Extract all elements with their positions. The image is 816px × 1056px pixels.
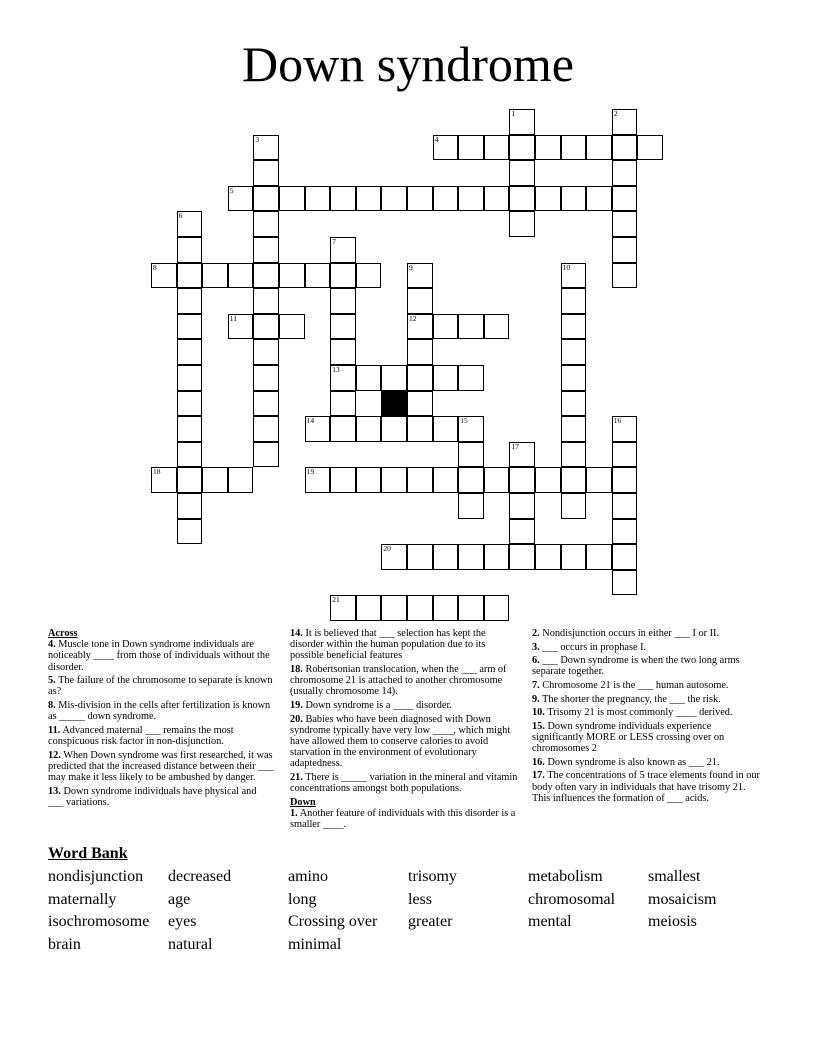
grid-cell[interactable] (253, 339, 279, 365)
grid-cell[interactable] (177, 416, 203, 442)
grid-cell[interactable] (433, 595, 459, 621)
clue-text: Babies who have been diagnosed with Down syndrome typically have very low ____, which might have allowed them to conserve calories to avoid starvation in the environment of evolutionary adaptedness. (290, 713, 511, 770)
grid-cell[interactable] (561, 135, 587, 161)
grid-cell[interactable] (305, 467, 331, 493)
clue-number: 1. (290, 808, 298, 819)
word-bank-item: natural (168, 935, 213, 953)
clue-text: ___ Down syndrome is when the two long arms separate together. (532, 655, 740, 678)
word-bank (48, 868, 768, 958)
grid-cell[interactable] (561, 263, 587, 289)
grid-cell[interactable] (330, 339, 356, 365)
grid-cell[interactable] (561, 288, 587, 314)
clue-text: Robertsonian translocation, when the ___ arm of chromosome 21 is attached to another chromosome (usually chromosome 14). (290, 664, 507, 698)
grid-cell[interactable] (612, 544, 638, 570)
grid-cell[interactable] (433, 314, 459, 340)
clue (532, 655, 762, 677)
word-bank-item: maternally (48, 890, 117, 908)
clue-text: Down syndrome individuals have physical and ___ variations. (48, 785, 257, 808)
grid-cell[interactable] (356, 595, 382, 621)
grid-block-cell (381, 391, 407, 417)
grid-cell[interactable] (509, 135, 535, 161)
clue-number: 20 (383, 544, 391, 554)
word-bank-item: brain (48, 935, 81, 953)
clue-number: 10 (562, 262, 571, 272)
grid-cell[interactable] (407, 314, 433, 340)
grid-cell[interactable] (509, 109, 535, 135)
word-bank-item: metabolism (528, 868, 603, 885)
clue-number: 14. (290, 628, 303, 639)
clue (532, 721, 762, 755)
clue-number: 10. (532, 707, 545, 719)
clue-number: 2 (613, 109, 618, 118)
grid-cell[interactable] (433, 186, 459, 212)
grid-cell[interactable] (356, 263, 382, 289)
clue-text: Mis-division in the cells after fertilization is known as _____ down syndrome. (48, 700, 271, 723)
grid-cell[interactable] (535, 135, 561, 161)
grid-cell[interactable] (586, 186, 612, 212)
clue-text: Down syndrome is a ____ disorder. (302, 700, 452, 711)
clue (532, 707, 762, 718)
grid-cell[interactable] (381, 416, 407, 442)
grid-cell[interactable] (561, 391, 587, 417)
grid-cell[interactable] (330, 365, 356, 391)
clue (290, 700, 520, 711)
clue-text: Advanced maternal ___ remains the most conspicuous risk factor in non-disjunction. (48, 724, 234, 747)
clues-column-3 (532, 628, 762, 806)
grid-cell[interactable] (381, 544, 407, 570)
grid-cell[interactable] (177, 288, 203, 314)
grid-cell[interactable] (305, 416, 331, 442)
clue-number: 5 (229, 185, 234, 195)
word-bank-item: decreased (168, 868, 232, 885)
grid-cell[interactable] (330, 595, 356, 621)
grid-cell[interactable] (509, 544, 535, 570)
grid-cell[interactable] (407, 416, 433, 442)
grid-cell[interactable] (561, 365, 587, 391)
grid-cell[interactable] (381, 186, 407, 212)
clue-text: It is believed that ___ selection has kept the disorder within the human population due to its possible beneficial features (290, 628, 486, 662)
clue-number: 16. (532, 756, 545, 768)
grid-cell[interactable] (612, 135, 638, 161)
word-bank-item: age (168, 890, 191, 908)
clue-number: 16 (613, 416, 622, 426)
clue (532, 694, 762, 705)
clue-number: 3 (255, 134, 260, 144)
grid-cell[interactable] (228, 186, 254, 212)
grid-cell[interactable] (561, 442, 587, 468)
grid-cell[interactable] (279, 314, 305, 340)
grid-cell[interactable] (458, 467, 484, 493)
grid-cell[interactable] (177, 493, 203, 519)
clue-number: 2. (532, 628, 540, 639)
clue (532, 642, 762, 653)
grid-cell[interactable] (509, 467, 535, 493)
grid-cell[interactable] (177, 391, 203, 417)
grid-cell[interactable] (509, 186, 535, 212)
grid-cell[interactable] (612, 263, 638, 289)
clue (48, 675, 274, 697)
clue (290, 664, 520, 698)
grid-cell[interactable] (484, 595, 510, 621)
grid-cell[interactable] (151, 467, 177, 493)
word-bank-item: mental (528, 913, 572, 931)
clue-number: 15. (532, 720, 545, 732)
grid-cell[interactable] (586, 135, 612, 161)
grid-cell[interactable] (509, 519, 535, 545)
grid-cell[interactable] (509, 160, 535, 186)
grid-cell[interactable] (228, 467, 254, 493)
grid-cell[interactable] (407, 467, 433, 493)
clue-number: 21 (332, 595, 340, 605)
grid-cell[interactable] (330, 314, 356, 340)
grid-cell[interactable] (433, 365, 459, 391)
grid-cell[interactable] (612, 211, 638, 237)
grid-cell[interactable] (381, 365, 407, 391)
grid-cell[interactable] (356, 186, 382, 212)
grid-cell[interactable] (330, 288, 356, 314)
grid-cell[interactable] (484, 135, 510, 161)
grid-cell[interactable] (458, 186, 484, 212)
clue-number: 1 (511, 109, 516, 118)
clue-number: 7 (332, 237, 336, 246)
clues-column-2 (290, 628, 520, 833)
grid-cell[interactable] (612, 519, 638, 545)
grid-cell[interactable] (433, 416, 459, 442)
clue-number: 8 (153, 262, 157, 272)
grid-cell[interactable] (612, 237, 638, 263)
clue (48, 639, 274, 673)
clue-number: 4 (434, 134, 439, 144)
grid-cell[interactable] (612, 442, 638, 468)
grid-cell[interactable] (253, 211, 279, 237)
grid-cell[interactable] (356, 416, 382, 442)
grid-cell[interactable] (177, 519, 203, 545)
clue (48, 750, 274, 784)
grid-cell[interactable] (561, 339, 587, 365)
grid-cell[interactable] (407, 186, 433, 212)
grid-cell[interactable] (177, 314, 203, 340)
clue-number: 19 (306, 467, 315, 477)
grid-cell[interactable] (407, 365, 433, 391)
grid-cell[interactable] (407, 595, 433, 621)
word-bank-item: nondisjunction (48, 868, 144, 885)
clue-number: 14 (306, 416, 315, 426)
grid-cell[interactable] (509, 442, 535, 468)
grid-cell[interactable] (535, 186, 561, 212)
grid-cell[interactable] (612, 416, 638, 442)
across-clue-list-continued (290, 628, 520, 794)
clue-number: 9 (409, 262, 413, 272)
grid-cell[interactable] (561, 493, 587, 519)
grid-cell[interactable] (177, 237, 203, 263)
grid-cell[interactable] (356, 365, 382, 391)
clue-number: 9. (532, 693, 540, 705)
grid-cell[interactable] (433, 467, 459, 493)
down-clue-list (290, 808, 520, 830)
grid-cell[interactable] (535, 467, 561, 493)
grid-cell[interactable] (612, 493, 638, 519)
grid-cell[interactable] (484, 186, 510, 212)
grid-cell[interactable] (177, 263, 203, 289)
clue (48, 700, 274, 722)
grid-cell[interactable] (381, 467, 407, 493)
across-heading: Across (48, 628, 78, 639)
clue-number: 6 (178, 211, 183, 221)
clue-number: 13 (332, 365, 340, 374)
grid-cell[interactable] (509, 493, 535, 519)
grid-cell[interactable] (612, 570, 638, 596)
grid-cell[interactable] (407, 263, 433, 289)
clue-text: The failure of the chromosome to separate is known as? (48, 675, 273, 698)
grid-cell[interactable] (253, 186, 279, 212)
grid-cell[interactable] (509, 211, 535, 237)
grid-cell[interactable] (612, 109, 638, 135)
across-clue-list (48, 639, 274, 808)
grid-cell[interactable] (484, 314, 510, 340)
grid-cell[interactable] (484, 544, 510, 570)
word-bank-item: smallest (648, 868, 701, 885)
grid-cell[interactable] (330, 263, 356, 289)
clue-number: 12. (48, 749, 61, 761)
word-bank-item: amino (288, 868, 328, 885)
grid-cell[interactable] (586, 544, 612, 570)
grid-cell[interactable] (458, 365, 484, 391)
grid-cell[interactable] (202, 263, 228, 289)
grid-cell[interactable] (458, 544, 484, 570)
grid-cell[interactable] (407, 288, 433, 314)
clue-number: 20. (290, 713, 303, 725)
grid-cell[interactable] (458, 493, 484, 519)
clue (290, 808, 520, 830)
word-bank-item: eyes (168, 913, 197, 931)
grid-cell[interactable] (433, 544, 459, 570)
clue-number: 17 (511, 441, 519, 451)
clue-number: 18. (290, 664, 303, 675)
clue-text: Trisomy 21 is most commonly ____ derived. (544, 707, 733, 719)
clue-text: There is _____ variation in the mineral and vitamin concentrations amongst both populations. (290, 772, 518, 795)
grid-cell[interactable] (381, 595, 407, 621)
grid-cell[interactable] (612, 160, 638, 186)
clue-text: Another feature of individuals with this disorder is a smaller ____. (290, 808, 516, 831)
grid-cell[interactable] (177, 467, 203, 493)
grid-cell[interactable] (253, 263, 279, 289)
clue-number: 8. (48, 700, 56, 711)
grid-cell[interactable] (561, 314, 587, 340)
grid-cell[interactable] (561, 186, 587, 212)
grid-cell[interactable] (484, 467, 510, 493)
grid-cell[interactable] (279, 186, 305, 212)
grid-cell[interactable] (407, 339, 433, 365)
clue-number: 19. (290, 700, 303, 711)
clue-text: Down syndrome individuals experience significantly MORE or LESS crossing over on chromosomes 2 (532, 720, 725, 755)
clue-number: 3. (532, 641, 540, 653)
clue-text: The concentrations of 5 trace elements found in our body often vary in individuals that have trisomy 21. This influences the formation of ___ acids. (532, 770, 760, 804)
clue-number: 7. (532, 679, 540, 691)
clue-text: Down syndrome is also known as ___ 21. (544, 756, 720, 768)
grid-cell[interactable] (177, 365, 203, 391)
grid-cell[interactable] (253, 160, 279, 186)
grid-cell[interactable] (561, 416, 587, 442)
grid-cell[interactable] (253, 416, 279, 442)
grid-cell[interactable] (202, 467, 228, 493)
clues-column-1 (48, 628, 274, 810)
clue (290, 772, 520, 794)
clue (48, 725, 274, 747)
word-bank-item: Crossing over (288, 913, 378, 931)
down-clue-list-continued (532, 628, 762, 804)
grid-cell[interactable] (356, 467, 382, 493)
grid-cell[interactable] (228, 314, 254, 340)
grid-cell[interactable] (330, 237, 356, 263)
clue-number: 13. (48, 785, 61, 797)
grid-cell[interactable] (458, 595, 484, 621)
grid-cell[interactable] (407, 544, 433, 570)
word-bank-item: trisomy (408, 868, 457, 885)
word-bank-item: isochromosome (48, 913, 150, 931)
clue-number: 5. (48, 675, 56, 687)
grid-cell[interactable] (253, 237, 279, 263)
grid-cell[interactable] (177, 442, 203, 468)
grid-cell[interactable] (330, 391, 356, 417)
grid-cell[interactable] (535, 544, 561, 570)
grid-cell[interactable] (433, 135, 459, 161)
clue-number: 12 (409, 313, 417, 323)
grid-cell[interactable] (561, 467, 587, 493)
clue (290, 628, 520, 662)
grid-cell[interactable] (177, 339, 203, 365)
clue-text: Chromosome 21 is the ___ human autosome. (539, 679, 729, 691)
clue-number: 15 (460, 416, 468, 426)
grid-cell[interactable] (561, 544, 587, 570)
grid-cell[interactable] (330, 467, 356, 493)
grid-cell[interactable] (612, 186, 638, 212)
word-bank-item: greater (408, 913, 453, 931)
clue (532, 757, 762, 768)
grid-cell[interactable] (177, 211, 203, 237)
word-bank-item: meiosis (648, 913, 697, 931)
clue (532, 628, 762, 639)
grid-cell[interactable] (253, 442, 279, 468)
clue-number: 6. (532, 655, 540, 667)
clue-number: 11 (229, 313, 238, 323)
grid-cell[interactable] (253, 288, 279, 314)
word-bank-title: Word Bank (48, 845, 128, 862)
word-bank-item: less (408, 890, 432, 908)
grid-cell[interactable] (253, 314, 279, 340)
clue-text: Muscle tone in Down syndrome individuals are noticeably ____ from those of individuals without the disorder. (48, 639, 270, 673)
clue-number: 18 (153, 467, 161, 477)
clue-text: ___ occurs in prophase I. (539, 641, 647, 653)
grid-cell[interactable] (151, 263, 177, 289)
grid-cell[interactable] (330, 416, 356, 442)
grid-cell[interactable] (253, 391, 279, 417)
grid-cell[interactable] (253, 135, 279, 161)
clue (532, 680, 762, 691)
clue-number: 21. (290, 772, 303, 783)
clue-text: The shorter the pregnancy, the ___ the risk. (539, 693, 721, 705)
clue (532, 770, 762, 804)
grid-cell[interactable] (253, 365, 279, 391)
word-bank-item: long (288, 890, 317, 908)
down-heading: Down (290, 796, 316, 808)
word-bank-item: mosaicism (648, 890, 717, 908)
grid-cell[interactable] (637, 135, 663, 161)
clue-number: 17. (532, 770, 545, 782)
clue-text: When Down syndrome was first researched, it was predicted that the increased distance between their ___ may make it less likely to be ambushed by danger. (48, 749, 274, 783)
grid-cell[interactable] (305, 186, 331, 212)
grid-cell[interactable] (228, 263, 254, 289)
grid-cell[interactable] (330, 186, 356, 212)
grid-cell[interactable] (458, 135, 484, 161)
grid-cell[interactable] (305, 263, 331, 289)
grid-cell[interactable] (612, 467, 638, 493)
grid-cell[interactable] (407, 391, 433, 417)
grid-cell[interactable] (586, 467, 612, 493)
clue (290, 714, 520, 770)
clue (48, 786, 274, 808)
clue-number: 11. (48, 724, 61, 736)
grid-cell[interactable] (458, 416, 484, 442)
clue-text: Nondisjunction occurs in either ___ I or II. (539, 628, 720, 639)
grid-cell[interactable] (458, 442, 484, 468)
word-bank-item: chromosomal (528, 890, 616, 908)
grid-cell[interactable] (279, 263, 305, 289)
grid-cell[interactable] (458, 314, 484, 340)
word-bank-item: minimal (288, 935, 342, 953)
page-title: Down syndrome (242, 36, 574, 92)
clue-number: 4. (48, 639, 56, 651)
